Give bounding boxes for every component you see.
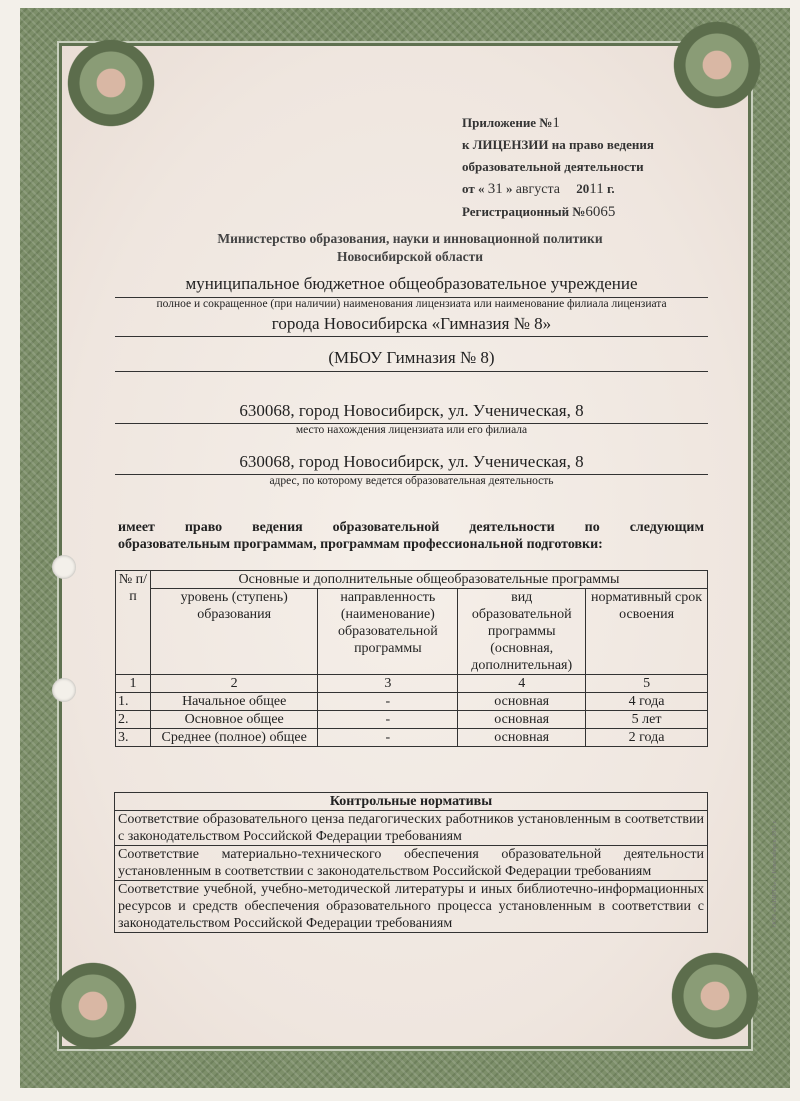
control-item: Соответствие образовательного ценза педагогических работников установленным в соответствии с законодательством Российской Федерации требованиям — [115, 811, 708, 846]
divider — [115, 371, 708, 372]
licensee-name-line1: муниципальное бюджетное общеобразовательное учреждение — [185, 274, 638, 293]
group-header: Основные и дополнительные общеобразовательные программы — [150, 571, 707, 589]
rights-statement-line2: образовательным программам, программам профессиональной подготовки: — [118, 537, 603, 552]
col-level-header: уровень (ступень) образования — [150, 589, 318, 675]
licensee-name-line2: города Новосибирска «Гимназия № 8» — [271, 314, 552, 333]
location-caption: место нахождения лицензиата или его филиала — [295, 424, 528, 436]
licensee-location: 630068, город Новосибирск, ул. Ученическая, 8 — [239, 401, 584, 420]
rights-statement-line1: имеет право ведения образовательной деятельности по следующим — [118, 520, 704, 535]
table-row: 1. Начальное общее - основная 4 года — [116, 693, 708, 711]
col-direction-header: направленность (наименование) образовательной программы — [318, 589, 458, 675]
ministry-title: Министерство образования, науки и инновационной политики Новосибирской области — [217, 231, 603, 264]
col-term-header: нормативный срок освоения — [586, 589, 708, 675]
control-item: Соответствие материально-технического обеспечения образовательной деятельности установленным в соответствии с законодательством Российской Федерации требованиям — [115, 846, 708, 881]
appendix-block: Приложение №1 к ЛИЦЕНЗИИ на право ведения образовательной деятельности от « 31 » августа 2011 г. Регистрационный №6065 — [462, 115, 654, 220]
programs-table — [115, 570, 708, 747]
col-num-header: № п/п — [116, 571, 151, 675]
table-row: 3. Среднее (полное) общее - основная 2 года — [116, 729, 708, 747]
control-header: Контрольные нормативы — [115, 793, 708, 811]
control-standards-table — [114, 792, 708, 933]
licensee-name-caption: полное и сокращенное (при наличии) наименования лицензиата или наименование филиала лицензиата — [156, 298, 667, 310]
col-type-header: вид образовательной программы (основная, дополнительная) — [458, 589, 586, 675]
printer-note: ООО «ЗАЩИТА», г. Новосибирск, 2011 г. — [772, 820, 778, 928]
divider — [115, 336, 708, 337]
control-item: Соответствие учебной, учебно-методической литературы и иных библиотечно-информационных ресурсов и средств обеспечения образовательного процесса установленным в соответствии с законодательством Российской Федерации требованиям — [115, 881, 708, 933]
table-row: 2. Основное общее - основная 5 лет — [116, 711, 708, 729]
licensee-address: 630068, город Новосибирск, ул. Ученическая, 8 — [239, 452, 584, 471]
index-row: 1 2 3 4 5 — [116, 675, 708, 693]
licensee-short-name: (МБОУ Гимназия № 8) — [328, 348, 495, 367]
address-caption: адрес, по которому ведется образовательная деятельность — [269, 475, 554, 487]
